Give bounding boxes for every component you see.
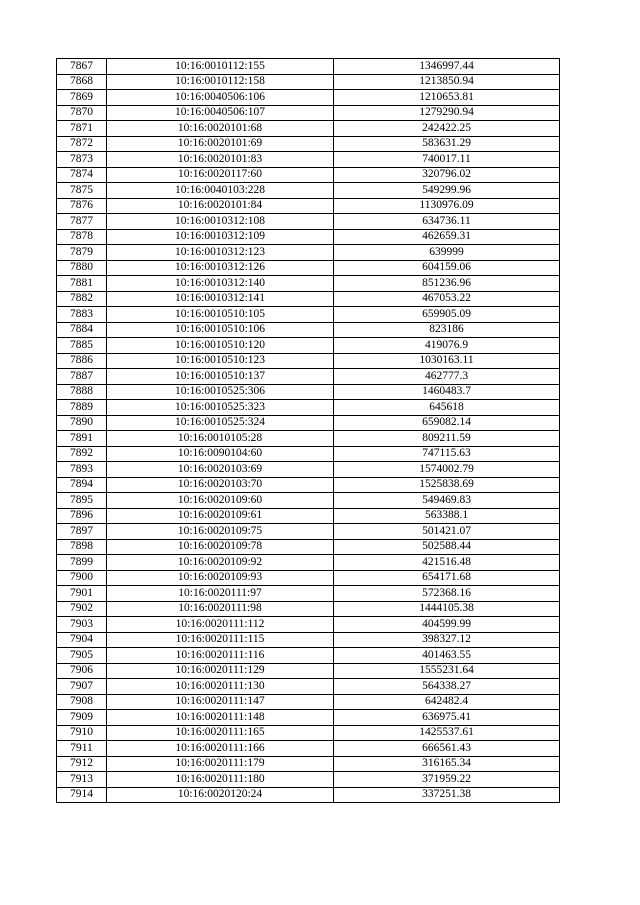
cadastral-number-cell: 10:16:0020103:69 [107, 462, 334, 478]
cadastral-number-cell: 10:16:0020109:78 [107, 539, 334, 555]
value-cell: 1279290.94 [334, 105, 560, 121]
row-number-cell: 7880 [57, 260, 107, 276]
table-row [57, 291, 560, 307]
table-row [57, 555, 560, 571]
row-number-cell: 7906 [57, 663, 107, 679]
value-cell: 398327.12 [334, 632, 560, 648]
value-cell: 634736.11 [334, 214, 560, 230]
cadastral-number-cell: 10:16:0010112:155 [107, 59, 334, 75]
table-row [57, 648, 560, 664]
row-number-cell: 7884 [57, 322, 107, 338]
cadastral-number-cell: 10:16:0020111:97 [107, 586, 334, 602]
cadastral-number-cell: 10:16:0040506:107 [107, 105, 334, 121]
row-number-cell: 7879 [57, 245, 107, 261]
value-cell: 747115.63 [334, 446, 560, 462]
cadastral-number-cell: 10:16:0020111:147 [107, 694, 334, 710]
table-row [57, 431, 560, 447]
value-cell: 1444105.38 [334, 601, 560, 617]
cadastral-number-cell: 10:16:0010510:123 [107, 353, 334, 369]
row-number-cell: 7876 [57, 198, 107, 214]
cadastral-number-cell: 10:16:0010312:126 [107, 260, 334, 276]
table-row [57, 725, 560, 741]
value-cell: 572368.16 [334, 586, 560, 602]
row-number-cell: 7907 [57, 679, 107, 695]
row-number-cell: 7914 [57, 787, 107, 803]
value-cell: 823186 [334, 322, 560, 338]
row-number-cell: 7874 [57, 167, 107, 183]
row-number-cell: 7886 [57, 353, 107, 369]
cadastral-number-cell: 10:16:0020111:180 [107, 772, 334, 788]
row-number-cell: 7872 [57, 136, 107, 152]
value-cell: 1346997.44 [334, 59, 560, 75]
table-row [57, 229, 560, 245]
row-number-cell: 7902 [57, 601, 107, 617]
table-row [57, 74, 560, 90]
table-row [57, 105, 560, 121]
table-body [57, 59, 560, 803]
table-row [57, 586, 560, 602]
value-cell: 583631.29 [334, 136, 560, 152]
table-row [57, 756, 560, 772]
value-cell: 809211.59 [334, 431, 560, 447]
table-row [57, 632, 560, 648]
table-row [57, 90, 560, 106]
table-row [57, 400, 560, 416]
row-number-cell: 7910 [57, 725, 107, 741]
value-cell: 666561.43 [334, 741, 560, 757]
row-number-cell: 7892 [57, 446, 107, 462]
table-row [57, 524, 560, 540]
cadastral-number-cell: 10:16:0020111:166 [107, 741, 334, 757]
value-cell: 549469.83 [334, 493, 560, 509]
table-row [57, 338, 560, 354]
cadastral-number-cell: 10:16:0020111:130 [107, 679, 334, 695]
value-cell: 549299.96 [334, 183, 560, 199]
table-row [57, 446, 560, 462]
value-cell: 1213850.94 [334, 74, 560, 90]
table-row [57, 214, 560, 230]
row-number-cell: 7905 [57, 648, 107, 664]
table-row [57, 694, 560, 710]
value-cell: 740017.11 [334, 152, 560, 168]
row-number-cell: 7881 [57, 276, 107, 292]
value-cell: 1574002.79 [334, 462, 560, 478]
value-cell: 851236.96 [334, 276, 560, 292]
cadastral-number-cell: 10:16:0010312:141 [107, 291, 334, 307]
cadastral-number-cell: 10:16:0020111:112 [107, 617, 334, 633]
cadastral-number-cell: 10:16:0020111:179 [107, 756, 334, 772]
value-cell: 371959.22 [334, 772, 560, 788]
row-number-cell: 7900 [57, 570, 107, 586]
row-number-cell: 7901 [57, 586, 107, 602]
cadastral-number-cell: 10:16:0010510:120 [107, 338, 334, 354]
value-cell: 337251.38 [334, 787, 560, 803]
value-cell: 462659.31 [334, 229, 560, 245]
value-cell: 1525838.69 [334, 477, 560, 493]
row-number-cell: 7867 [57, 59, 107, 75]
value-cell: 404599.99 [334, 617, 560, 633]
cadastral-number-cell: 10:16:0010525:306 [107, 384, 334, 400]
table-row [57, 508, 560, 524]
row-number-cell: 7890 [57, 415, 107, 431]
table-row [57, 59, 560, 75]
cadastral-number-cell: 10:16:0020109:93 [107, 570, 334, 586]
row-number-cell: 7894 [57, 477, 107, 493]
cadastral-number-cell: 10:16:0020109:61 [107, 508, 334, 524]
value-cell: 242422.25 [334, 121, 560, 137]
table-row [57, 617, 560, 633]
cadastral-number-cell: 10:16:0020111:115 [107, 632, 334, 648]
row-number-cell: 7883 [57, 307, 107, 323]
cadastral-number-cell: 10:16:0020109:60 [107, 493, 334, 509]
cadastral-value-table [56, 58, 560, 803]
row-number-cell: 7870 [57, 105, 107, 121]
row-number-cell: 7873 [57, 152, 107, 168]
value-cell: 564338.27 [334, 679, 560, 695]
cadastral-number-cell: 10:16:0020103:70 [107, 477, 334, 493]
value-cell: 604159.06 [334, 260, 560, 276]
value-cell: 462777.3 [334, 369, 560, 385]
table-row [57, 772, 560, 788]
row-number-cell: 7868 [57, 74, 107, 90]
row-number-cell: 7911 [57, 741, 107, 757]
table-row [57, 787, 560, 803]
row-number-cell: 7909 [57, 710, 107, 726]
row-number-cell: 7899 [57, 555, 107, 571]
cadastral-number-cell: 10:16:0090104:60 [107, 446, 334, 462]
table-row [57, 152, 560, 168]
value-cell: 639999 [334, 245, 560, 261]
row-number-cell: 7893 [57, 462, 107, 478]
table-row [57, 741, 560, 757]
cadastral-number-cell: 10:16:0010525:324 [107, 415, 334, 431]
row-number-cell: 7897 [57, 524, 107, 540]
cadastral-number-cell: 10:16:0020109:92 [107, 555, 334, 571]
table-row [57, 601, 560, 617]
table-row [57, 260, 560, 276]
value-cell: 659082.14 [334, 415, 560, 431]
table-row [57, 663, 560, 679]
value-cell: 320796.02 [334, 167, 560, 183]
value-cell: 563388.1 [334, 508, 560, 524]
table-row [57, 167, 560, 183]
cadastral-number-cell: 10:16:0020120:24 [107, 787, 334, 803]
table-row [57, 493, 560, 509]
cadastral-number-cell: 10:16:0020111:148 [107, 710, 334, 726]
value-cell: 636975.41 [334, 710, 560, 726]
value-cell: 502588.44 [334, 539, 560, 555]
value-cell: 1130976.09 [334, 198, 560, 214]
row-number-cell: 7871 [57, 121, 107, 137]
table-row [57, 679, 560, 695]
cadastral-number-cell: 10:16:0020111:165 [107, 725, 334, 741]
value-cell: 1030163.11 [334, 353, 560, 369]
row-number-cell: 7891 [57, 431, 107, 447]
row-number-cell: 7896 [57, 508, 107, 524]
row-number-cell: 7898 [57, 539, 107, 555]
cadastral-number-cell: 10:16:0010112:158 [107, 74, 334, 90]
table-row [57, 307, 560, 323]
table-row [57, 245, 560, 261]
cadastral-number-cell: 10:16:0020101:84 [107, 198, 334, 214]
cadastral-number-cell: 10:16:0020117:60 [107, 167, 334, 183]
cadastral-number-cell: 10:16:0040103:228 [107, 183, 334, 199]
cadastral-number-cell: 10:16:0020111:116 [107, 648, 334, 664]
row-number-cell: 7885 [57, 338, 107, 354]
cadastral-number-cell: 10:16:0010510:106 [107, 322, 334, 338]
table-row [57, 198, 560, 214]
cadastral-number-cell: 10:16:0020101:68 [107, 121, 334, 137]
cadastral-number-cell: 10:16:0020111:129 [107, 663, 334, 679]
row-number-cell: 7888 [57, 384, 107, 400]
value-cell: 421516.48 [334, 555, 560, 571]
row-number-cell: 7869 [57, 90, 107, 106]
table-row [57, 369, 560, 385]
cadastral-number-cell: 10:16:0020101:83 [107, 152, 334, 168]
cadastral-number-cell: 10:16:0010510:137 [107, 369, 334, 385]
cadastral-number-cell: 10:16:0040506:106 [107, 90, 334, 106]
table-row [57, 322, 560, 338]
table-row [57, 276, 560, 292]
row-number-cell: 7903 [57, 617, 107, 633]
row-number-cell: 7882 [57, 291, 107, 307]
value-cell: 654171.68 [334, 570, 560, 586]
table-row [57, 570, 560, 586]
cadastral-number-cell: 10:16:0010312:140 [107, 276, 334, 292]
value-cell: 419076.9 [334, 338, 560, 354]
row-number-cell: 7889 [57, 400, 107, 416]
cadastral-number-cell: 10:16:0020111:98 [107, 601, 334, 617]
cadastral-number-cell: 10:16:0010525:323 [107, 400, 334, 416]
row-number-cell: 7913 [57, 772, 107, 788]
cadastral-number-cell: 10:16:0010510:105 [107, 307, 334, 323]
row-number-cell: 7908 [57, 694, 107, 710]
table-row [57, 539, 560, 555]
table-row [57, 384, 560, 400]
table-row [57, 477, 560, 493]
value-cell: 645618 [334, 400, 560, 416]
table-row [57, 183, 560, 199]
cadastral-number-cell: 10:16:0010105:28 [107, 431, 334, 447]
table-row [57, 353, 560, 369]
value-cell: 642482.4 [334, 694, 560, 710]
cadastral-number-cell: 10:16:0010312:123 [107, 245, 334, 261]
cadastral-number-cell: 10:16:0020109:75 [107, 524, 334, 540]
value-cell: 659905.09 [334, 307, 560, 323]
table-row [57, 462, 560, 478]
value-cell: 1425537.61 [334, 725, 560, 741]
cadastral-number-cell: 10:16:0020101:69 [107, 136, 334, 152]
row-number-cell: 7887 [57, 369, 107, 385]
value-cell: 1555231.64 [334, 663, 560, 679]
cadastral-number-cell: 10:16:0010312:108 [107, 214, 334, 230]
value-cell: 401463.55 [334, 648, 560, 664]
table-row [57, 710, 560, 726]
row-number-cell: 7878 [57, 229, 107, 245]
value-cell: 467053.22 [334, 291, 560, 307]
row-number-cell: 7875 [57, 183, 107, 199]
table-row [57, 121, 560, 137]
value-cell: 316165.34 [334, 756, 560, 772]
cadastral-number-cell: 10:16:0010312:109 [107, 229, 334, 245]
table-row [57, 136, 560, 152]
value-cell: 1210653.81 [334, 90, 560, 106]
row-number-cell: 7904 [57, 632, 107, 648]
value-cell: 501421.07 [334, 524, 560, 540]
row-number-cell: 7877 [57, 214, 107, 230]
table-row [57, 415, 560, 431]
row-number-cell: 7895 [57, 493, 107, 509]
value-cell: 1460483.7 [334, 384, 560, 400]
row-number-cell: 7912 [57, 756, 107, 772]
